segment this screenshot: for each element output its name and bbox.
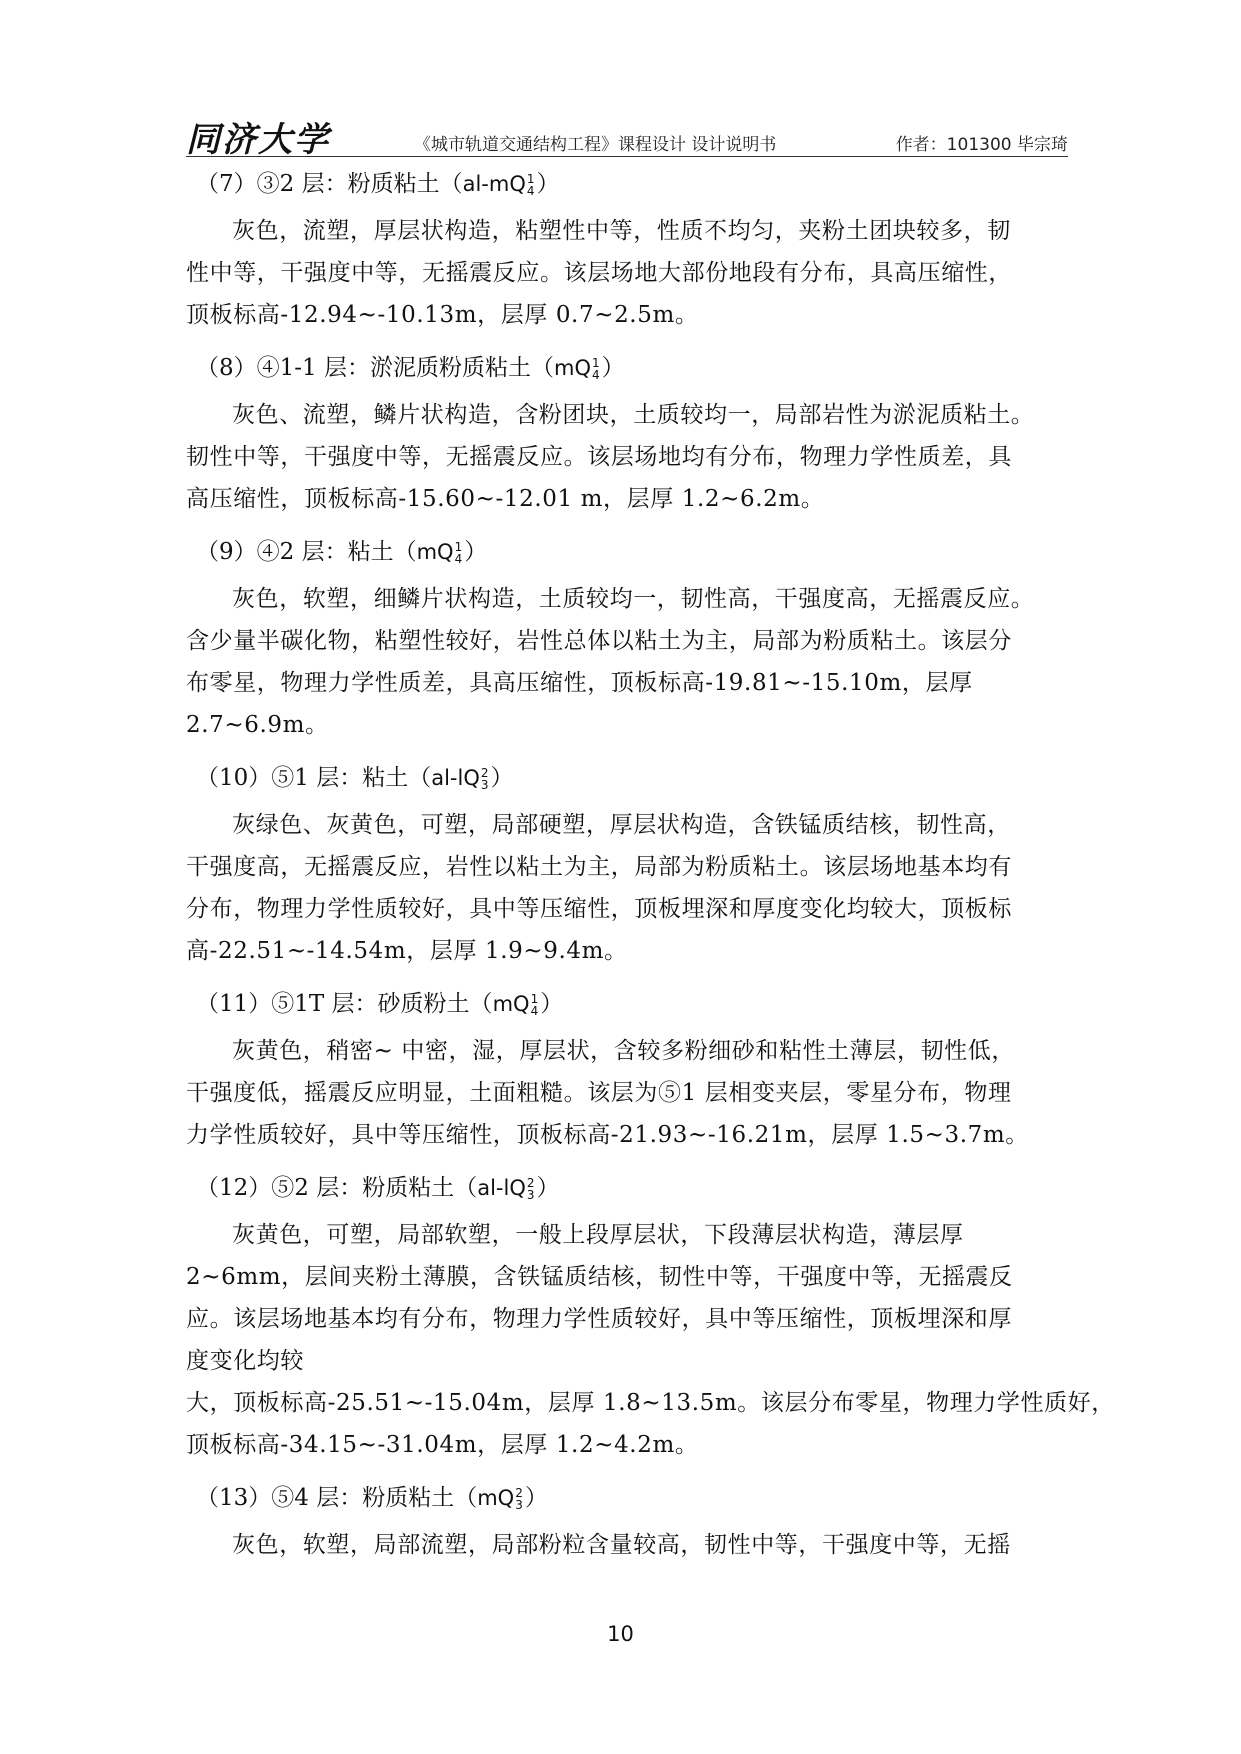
formula-indices (515, 1487, 523, 1511)
paragraph-line: 干强度低，摇震反应明显，土面粗糙。该层为⑤1 层相变夹层，零星分布，物理 (186, 1080, 1012, 1106)
university-logo: 同济大学 (186, 120, 330, 160)
formula-superscript: 2 (515, 1486, 523, 1500)
paragraph-line: 含少量半碳化物，粘塑性较好，岩性总体以粘土为主，局部为粉质粘土。该层分 (186, 628, 1012, 654)
section-heading (186, 1170, 1068, 1206)
formula-subscript: 3 (526, 1188, 535, 1202)
formula-indices (592, 357, 600, 381)
formula-main: mQ (477, 1486, 515, 1510)
paragraph-line: 顶板标高-34.15~-31.04m，层厚 1.2~4.2m。 (186, 1432, 699, 1458)
paragraph-line: 灰黄色，可塑，局部软塑，一般上段厚层状，下段薄层状构造，薄层厚 (232, 1222, 964, 1248)
paragraph-line: 灰色，流塑，厚层状构造，粘塑性中等，性质不均匀，夹粉土团块较多，韧 (232, 218, 1011, 244)
section-paragraph (186, 804, 1068, 972)
formula-subscript: 4 (454, 552, 463, 566)
geologic-age-formula (477, 1170, 536, 1206)
heading-text: （12）⑤2 层：粉质粘土（ (196, 1175, 478, 1201)
paragraph-line: 顶板标高-12.94~-10.13m，层厚 0.7~2.5m。 (186, 302, 699, 328)
formula-main: al-lQ (431, 766, 480, 790)
paragraph-line: 性中等，干强度中等，无摇震反应。该层场地大部份地段有分布，具高压缩性， (186, 260, 1012, 286)
geologic-age-formula (417, 534, 465, 570)
paragraph-line: 韧性中等，干强度中等，无摇震反应。该层场地均有分布，物理力学性质差，具 (186, 444, 1012, 470)
heading-text: （11）⑤1T 层：砂质粉土（ (196, 991, 493, 1017)
heading-text: （13）⑤4 层：粉质粘土（ (196, 1485, 478, 1511)
formula-subscript: 4 (526, 184, 535, 198)
formula-indices (455, 541, 463, 565)
formula-main: mQ (553, 356, 591, 380)
formula-subscript: 4 (591, 368, 600, 382)
heading-text: （10）⑤1 层：粘土（ (196, 765, 432, 791)
heading-text-end: ） (524, 1485, 548, 1511)
paragraph-line: 灰黄色，稍密~ 中密，湿，厚层状，含较多粉细砂和粘性土薄层，韧性低， (232, 1038, 1015, 1064)
section-paragraph (186, 1214, 1115, 1466)
heading-text-end: ） (536, 171, 560, 197)
heading-text-end: ） (490, 765, 514, 791)
formula-main: mQ (416, 540, 454, 564)
geologic-age-formula (463, 166, 537, 202)
section-heading (186, 986, 1068, 1022)
formula-indices (481, 767, 489, 791)
paragraph-line: 分布，物理力学性质较好，具中等压缩性，顶板埋深和厚度变化均较大，顶板标 (186, 896, 1012, 922)
paragraph-line: 布零星，物理力学性质差，具高压缩性，顶板标高-19.81~-15.10m，层厚 (186, 670, 973, 696)
heading-text: （9）④2 层：粘土（ (196, 539, 417, 565)
formula-superscript: 2 (480, 766, 489, 780)
geologic-age-formula (493, 986, 541, 1022)
paragraph-line: 大，顶板标高-25.51~-15.04m，层厚 1.8~13.5m。该层分布零星，物理力学性质好， (186, 1390, 1115, 1416)
paragraph-line: 应。该层场地基本均有分布，物理力学性质较好，具中等压缩性，顶板埋深和厚 (186, 1306, 1012, 1332)
formula-subscript: 4 (530, 1004, 539, 1018)
section-paragraph (186, 394, 1068, 520)
heading-text-end: ） (536, 1175, 560, 1201)
paragraph-line: 灰色、流塑，鳞片状构造，含粉团块，土质较均一，局部岩性为淤泥质粘土。 (232, 402, 1035, 428)
geologic-age-formula (554, 350, 602, 386)
geologic-age-formula (477, 1480, 525, 1516)
document-title: 《城市轨道交通结构工程》课程设计 设计说明书 (414, 135, 777, 155)
author-info: 作者：101300 毕宗琦 (895, 135, 1068, 155)
formula-indices (531, 993, 539, 1017)
geologic-age-formula (431, 760, 490, 796)
formula-indices (527, 173, 535, 197)
formula-indices (527, 1177, 535, 1201)
section-paragraph (186, 210, 1068, 336)
paragraph-line: 干强度高，无摇震反应，岩性以粘土为主，局部为粉质粘土。该层场地基本均有 (186, 854, 1012, 880)
paragraph-line: 2~6mm，层间夹粉土薄膜，含铁锰质结核，韧性中等，干强度中等，无摇震反 (186, 1264, 1013, 1290)
header-divider (186, 156, 1068, 157)
paragraph-line: 灰色，软塑，局部流塑，局部粉粒含量较高，韧性中等，干强度中等，无摇 (232, 1532, 1011, 1558)
section-paragraph (186, 578, 1068, 746)
section-paragraph (186, 1524, 1068, 1566)
heading-text-end: ） (464, 539, 488, 565)
formula-superscript: 1 (526, 172, 535, 186)
heading-text-end: ） (601, 355, 625, 381)
paragraph-line: 灰色，软塑，细鳞片状构造，土质较均一，韧性高，干强度高，无摇震反应。 (232, 586, 1035, 612)
formula-subscript: 3 (480, 778, 489, 792)
heading-text: （8）④1-1 层：淤泥质粉质粘土（ (196, 355, 554, 381)
document-body (186, 166, 1115, 1580)
formula-main: mQ (492, 992, 530, 1016)
page-number: 10 (607, 1622, 634, 1646)
formula-main: al-mQ (462, 172, 526, 196)
formula-subscript: 3 (515, 1498, 523, 1512)
heading-text-end: ） (540, 991, 564, 1017)
paragraph-line: 度变化均较 (186, 1348, 304, 1374)
section-paragraph (186, 1030, 1068, 1156)
heading-text: （7）③2 层：粉质粘土（ (196, 171, 463, 197)
formula-superscript: 1 (591, 356, 600, 370)
formula-superscript: 2 (526, 1176, 535, 1190)
formula-superscript: 1 (454, 540, 463, 554)
paragraph-line: 高压缩性，顶板标高-15.60~-12.01 m，层厚 1.2~6.2m。 (186, 486, 825, 512)
formula-main: al-lQ (477, 1176, 526, 1200)
section-heading (186, 1480, 1068, 1516)
paragraph-line: 力学性质较好，具中等压缩性，顶板标高-21.93~-16.21m，层厚 1.5~3.7m。 (186, 1122, 1029, 1148)
section-heading (186, 534, 1068, 570)
section-heading (186, 350, 1068, 386)
section-heading (186, 760, 1068, 796)
page-header (186, 108, 1068, 158)
paragraph-line: 2.7~6.9m。 (186, 712, 329, 738)
section-heading (186, 166, 1068, 202)
formula-superscript: 1 (530, 992, 539, 1006)
paragraph-line: 高-22.51~-14.54m，层厚 1.9~9.4m。 (186, 938, 628, 964)
paragraph-line: 灰绿色、灰黄色，可塑，局部硬塑，厚层状构造，含铁锰质结核，韧性高， (232, 812, 1011, 838)
